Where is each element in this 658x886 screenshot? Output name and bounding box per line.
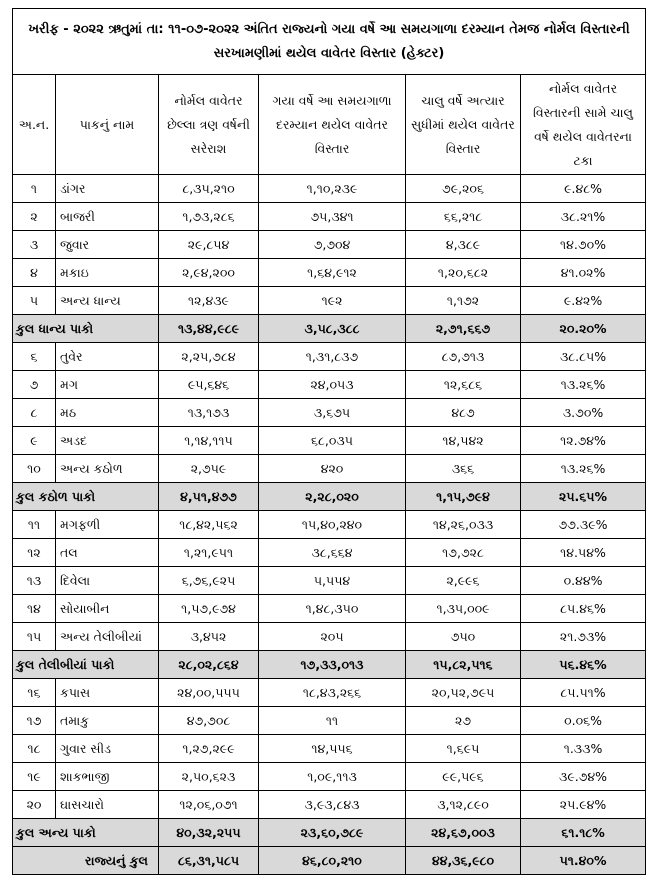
last-year-area-cell: ૧૯૨ (259, 287, 406, 315)
serial-number-cell: ૫ (13, 287, 56, 315)
crop-name-cell: મઠ (56, 399, 159, 427)
normal-area-cell: ૨૮,૦૨,૮૬૪ (159, 651, 259, 679)
last-year-area-cell: ૨૪,૦૫૩ (259, 371, 406, 399)
current-area-cell: ૩૬૬ (406, 455, 521, 483)
percent-cell: ૧૩.૨૬% (521, 455, 646, 483)
current-area-cell: ૧૭,૭૨૮ (406, 539, 521, 567)
normal-area-cell: ૧૮,૪૨,૫૬૨ (159, 511, 259, 539)
crop-name-cell: અન્ય ધાન્ય (56, 287, 159, 315)
normal-area-cell: ૮૬,૩૧,૫૮૫ (159, 847, 259, 875)
percent-cell: ૨૦.૨૦% (521, 315, 646, 343)
table-row (13, 567, 646, 595)
current-area-cell: ૧૫,૮૨,૫૧૬ (406, 651, 521, 679)
last-year-area-cell: ૭,૭૦૪ (259, 231, 406, 259)
last-year-area-cell: ૧૧ (259, 707, 406, 735)
last-year-area-cell: ૧,૩૧,૮૩૭ (259, 343, 406, 371)
last-year-area-cell: ૧,૦૯,૧૧૩ (259, 763, 406, 791)
serial-number-cell: ૪ (13, 259, 56, 287)
serial-number-cell: ૧૨ (13, 539, 56, 567)
crop-name-cell: શાકભાજી (56, 763, 159, 791)
crop-name-cell: અન્ય કઠોળ (56, 455, 159, 483)
percent-cell: ૪૧.૦૨% (521, 259, 646, 287)
percent-cell: ૨૧.૭૩% (521, 623, 646, 651)
header-current-area: ચાલુ વર્ષે અત્યાર સુધીમાં થયેલ વાવેતર વિસ્તાર (406, 75, 521, 175)
normal-area-cell: ૧૩,૪૪,૯૮૯ (159, 315, 259, 343)
total-label-cell: કુલ તેલીબીયાં પાકો (13, 651, 159, 679)
normal-area-cell: ૪૭,૭૦૮ (159, 707, 259, 735)
current-area-cell: ૨૪,૬૭,૦૦૩ (406, 819, 521, 847)
serial-number-cell: ૭ (13, 371, 56, 399)
crop-name-cell: મકાઇ (56, 259, 159, 287)
normal-area-cell: ૨,૭૫૯ (159, 455, 259, 483)
percent-cell: ૧.૩૩% (521, 735, 646, 763)
last-year-area-cell: ૨,૨૮,૦૨૦ (259, 483, 406, 511)
percent-cell: ૮૫.૪૬% (521, 595, 646, 623)
normal-area-cell: ૧૩,૧૭૩ (159, 399, 259, 427)
current-area-cell: ૪૮૭ (406, 399, 521, 427)
crop-name-cell: સોયાબીન (56, 595, 159, 623)
normal-area-cell: ૧,૧૪,૧૧૫ (159, 427, 259, 455)
percent-cell: ૨૫.૬૫% (521, 483, 646, 511)
total-label-cell: કુલ અન્ય પાકો (13, 819, 159, 847)
table-row (13, 539, 646, 567)
last-year-area-cell: ૪૬,૮૦,૨૧૦ (259, 847, 406, 875)
table-row (13, 735, 646, 763)
current-area-cell: ૧૪,૫૪૨ (406, 427, 521, 455)
serial-number-cell: ૧૯ (13, 763, 56, 791)
serial-number-cell: ૧૭ (13, 707, 56, 735)
current-area-cell: ૨૦,૫૨,૭૯૫ (406, 679, 521, 707)
serial-number-cell: ૧૪ (13, 595, 56, 623)
last-year-area-cell: ૫,૫૫૪ (259, 567, 406, 595)
table-row (13, 287, 646, 315)
table-row (13, 679, 646, 707)
header-percent: નોર્મલ વાવેતર વિસ્તારની સામે ચાલુ વર્ષે થયેલ વાવેતરના ટકા (521, 75, 646, 175)
serial-number-cell: ૧૧ (13, 511, 56, 539)
table-row (13, 595, 646, 623)
table-row (13, 455, 646, 483)
last-year-area-cell: ૨૩,૬૦,૭૮૯ (259, 819, 406, 847)
serial-number-cell: ૩ (13, 231, 56, 259)
crop-area-table (12, 8, 646, 875)
header-last-year-area: ગયા વર્ષે આ સમયગાળા દરમ્યાન થયેલ વાવેતર વિસ્તાર (259, 75, 406, 175)
last-year-area-cell: ૧,૬૪,૯૧૨ (259, 259, 406, 287)
percent-cell: ૩૯.૭૪% (521, 763, 646, 791)
serial-number-cell: ૨૦ (13, 791, 56, 819)
table-body (13, 175, 646, 875)
crop-name-cell: તલ (56, 539, 159, 567)
current-area-cell: ૯૯,૫૯૬ (406, 763, 521, 791)
current-area-cell: ૪,૩૮૯ (406, 231, 521, 259)
normal-area-cell: ૬,૭૬,૯૨૫ (159, 567, 259, 595)
normal-area-cell: ૨,૯૪,૨૦૦ (159, 259, 259, 287)
percent-cell: ૩૮.૨૧% (521, 203, 646, 231)
total-row (13, 315, 646, 343)
current-area-cell: ૧,૧૫,૭૯૪ (406, 483, 521, 511)
current-area-cell: ૭૫૦ (406, 623, 521, 651)
percent-cell: ૫૬.૪૬% (521, 651, 646, 679)
table-row (13, 791, 646, 819)
table-title: ખરીફ - ૨૦૨૨ ઋતુમાં તા: ૧૧-૦૭-૨૦૨૨ અંતિત રાજ્યનો ગયા વર્ષે આ સમયગાળા દરમ્યાન તેમજ નોર્મલ વિસ્તારની સરખામણીમાં થયેલ વાવેતર વિસ્તાર (હેક્ટર) (13, 9, 646, 75)
normal-area-cell: ૨૯,૮૫૪ (159, 231, 259, 259)
percent-cell: ૭૭.૩૯% (521, 511, 646, 539)
current-area-cell: ૧૨,૬૮૬ (406, 371, 521, 399)
table-row (13, 511, 646, 539)
serial-number-cell: ૯ (13, 427, 56, 455)
serial-number-cell: ૬ (13, 343, 56, 371)
last-year-area-cell: ૩૮,૬૬૪ (259, 539, 406, 567)
normal-area-cell: ૩,૪૫૨ (159, 623, 259, 651)
crop-name-cell: ઘાસચારો (56, 791, 159, 819)
current-area-cell: ૧,૩૫,૦૦૯ (406, 595, 521, 623)
normal-area-cell: ૧૨,૦૬,૦૭૧ (159, 791, 259, 819)
current-area-cell: ૪૪,૩૬,૯૮૦ (406, 847, 521, 875)
last-year-area-cell: ૩,૯૩,૮૪૩ (259, 791, 406, 819)
crop-name-cell: તુવેર (56, 343, 159, 371)
current-area-cell: ૨,૯૯૬ (406, 567, 521, 595)
normal-area-cell: ૧,૫૭,૯૭૪ (159, 595, 259, 623)
current-area-cell: ૧,૨૦,૬૮૨ (406, 259, 521, 287)
normal-area-cell: ૯૫,૬૪૬ (159, 371, 259, 399)
normal-area-cell: ૧૨,૪૩૯ (159, 287, 259, 315)
crop-name-cell: ડાંગર (56, 175, 159, 203)
last-year-area-cell: ૧,૧૦,૨૩૯ (259, 175, 406, 203)
current-area-cell: ૬૬,૨૧૮ (406, 203, 521, 231)
table-row (13, 763, 646, 791)
current-area-cell: ૧,૧૭૨ (406, 287, 521, 315)
total-row (13, 483, 646, 511)
last-year-area-cell: ૩,૬૭૫ (259, 399, 406, 427)
current-area-cell: ૮૭,૭૧૩ (406, 343, 521, 371)
total-label-cell: રાજ્યનું કુલ (13, 847, 159, 875)
table-row (13, 175, 646, 203)
normal-area-cell: ૧,૨૧,૯૫૧ (159, 539, 259, 567)
title-row (13, 9, 646, 75)
percent-cell: ૮૫.૫૧% (521, 679, 646, 707)
header-serial-number: અ.ન. (13, 75, 56, 175)
total-label-cell: કુલ ધાન્ય પાકો (13, 315, 159, 343)
table-row (13, 343, 646, 371)
table-row (13, 399, 646, 427)
normal-area-cell: ૪૦,૩૨,૨૫૫ (159, 819, 259, 847)
last-year-area-cell: ૧૭,૩૩,૦૧૩ (259, 651, 406, 679)
percent-cell: ૨૫.૯૪% (521, 791, 646, 819)
normal-area-cell: ૧,૨૭,૨૯૯ (159, 735, 259, 763)
normal-area-cell: ૨,૫૦,૬૨૩ (159, 763, 259, 791)
total-label-cell: કુલ કઠોળ પાકો (13, 483, 159, 511)
total-row (13, 651, 646, 679)
last-year-area-cell: ૧૫,૪૦,૨૪૦ (259, 511, 406, 539)
table-row (13, 371, 646, 399)
current-area-cell: ૧,૬૯૫ (406, 735, 521, 763)
header-crop-name: પાકનું નામ (56, 75, 159, 175)
percent-cell: ૩.૭૦% (521, 399, 646, 427)
normal-area-cell: ૨,૨૫,૭૮૪ (159, 343, 259, 371)
crop-name-cell: દિવેલા (56, 567, 159, 595)
current-area-cell: ૩,૧૨,૮૯૦ (406, 791, 521, 819)
table-row (13, 259, 646, 287)
serial-number-cell: ૨ (13, 203, 56, 231)
last-year-area-cell: ૧૪,૫૫૬ (259, 735, 406, 763)
current-area-cell: ૧૪,૨૬,૦૩૩ (406, 511, 521, 539)
last-year-area-cell: ૧,૪૮,૩૫૦ (259, 595, 406, 623)
current-area-cell: ૨૭ (406, 707, 521, 735)
serial-number-cell: ૧૮ (13, 735, 56, 763)
crop-name-cell: ગુવાર સીડ (56, 735, 159, 763)
crop-name-cell: બાજરી (56, 203, 159, 231)
percent-cell: ૧૨.૭૪% (521, 427, 646, 455)
normal-area-cell: ૧,૭૩,૨૮૬ (159, 203, 259, 231)
normal-area-cell: ૪,૫૧,૪૭૭ (159, 483, 259, 511)
last-year-area-cell: ૩,૫૮,૩૮૮ (259, 315, 406, 343)
normal-area-cell: ૮,૩૫,૨૧૦ (159, 175, 259, 203)
last-year-area-cell: ૬૮,૦૩૫ (259, 427, 406, 455)
serial-number-cell: ૧૦ (13, 455, 56, 483)
percent-cell: ૦.૦૬% (521, 707, 646, 735)
crop-name-cell: મગફળી (56, 511, 159, 539)
serial-number-cell: ૮ (13, 399, 56, 427)
crop-name-cell: અન્ય તેલીબીયાં (56, 623, 159, 651)
serial-number-cell: ૧ (13, 175, 56, 203)
current-area-cell: ૨,૭૧,૬૬૭ (406, 315, 521, 343)
percent-cell: ૧૩.૨૬% (521, 371, 646, 399)
percent-cell: ૩૮.૮૫% (521, 343, 646, 371)
last-year-area-cell: ૧૮,૪૩,૨૬૬ (259, 679, 406, 707)
percent-cell: ૯.૪૨% (521, 287, 646, 315)
total-row (13, 819, 646, 847)
percent-cell: ૦.૪૪% (521, 567, 646, 595)
last-year-area-cell: ૪૨૦ (259, 455, 406, 483)
crop-name-cell: મગ (56, 371, 159, 399)
normal-area-cell: ૨૪,૦૦,૫૫૫ (159, 679, 259, 707)
percent-cell: ૬૧.૧૮% (521, 819, 646, 847)
table-row (13, 427, 646, 455)
percent-cell: ૧૪.૫૪% (521, 539, 646, 567)
state-total-row (13, 847, 646, 875)
crop-name-cell: અડદ (56, 427, 159, 455)
header-normal-area: નોર્મલ વાવેતર છેલ્લા ત્રણ વર્ષની સરેરાશ (159, 75, 259, 175)
crop-name-cell: કપાસ (56, 679, 159, 707)
crop-name-cell: તમાકુ (56, 707, 159, 735)
serial-number-cell: ૧૫ (13, 623, 56, 651)
table-row (13, 231, 646, 259)
crop-name-cell: જુવાર (56, 231, 159, 259)
percent-cell: ૫૧.૪૦% (521, 847, 646, 875)
table-row (13, 707, 646, 735)
last-year-area-cell: ૨૦૫ (259, 623, 406, 651)
last-year-area-cell: ૭૫,૩૪૧ (259, 203, 406, 231)
serial-number-cell: ૧૩ (13, 567, 56, 595)
table-row (13, 623, 646, 651)
percent-cell: ૯.૪૮% (521, 175, 646, 203)
header-row (13, 75, 646, 175)
percent-cell: ૧૪.૭૦% (521, 231, 646, 259)
serial-number-cell: ૧૬ (13, 679, 56, 707)
current-area-cell: ૭૯,૨૦૬ (406, 175, 521, 203)
table-row (13, 203, 646, 231)
